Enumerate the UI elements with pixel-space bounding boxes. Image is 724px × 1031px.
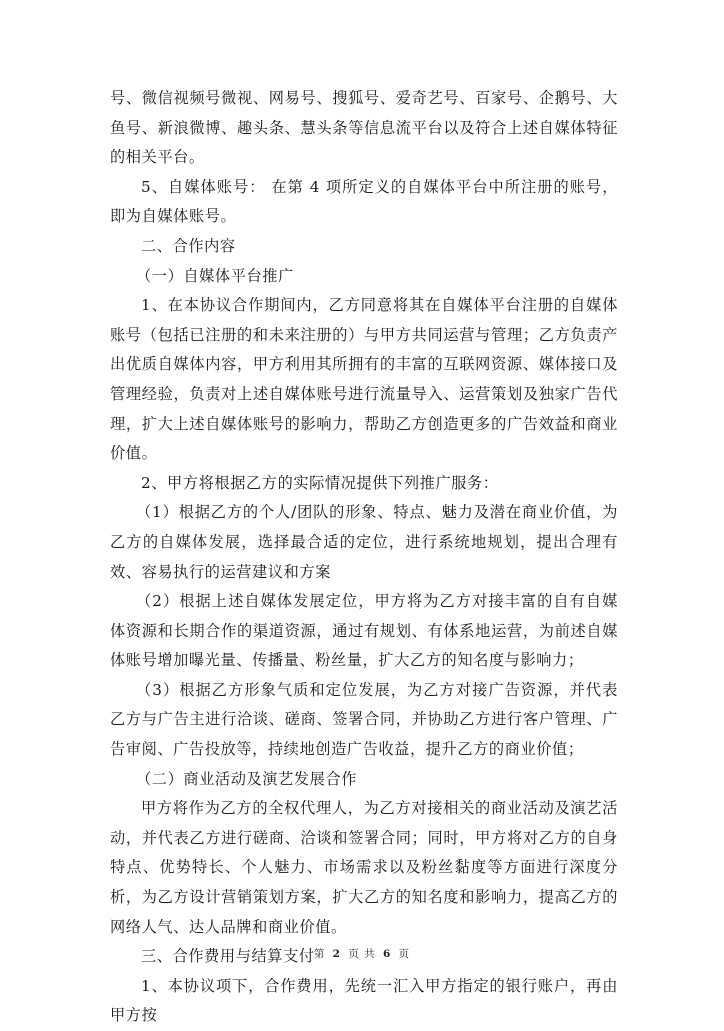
page-footer bbox=[0, 946, 724, 961]
paragraph: 三、合作费用与结算支付 bbox=[141, 947, 315, 966]
footer-prefix: 第 bbox=[313, 948, 326, 960]
paragraph: （3）根据乙方形象气质和定位发展，为乙方对接广告资源，并代表乙方与广告主进行洽谈、磋商、签署合同，并协助乙方进行客户管理、广告审阅、广告投放等，持续地创造广告收益，提升乙方的商业价值； bbox=[110, 680, 618, 759]
paragraph: 5、自媒体账号： 在第 4 项所定义的自媒体平台中所注册的账号，即为自媒体账号。 bbox=[110, 177, 618, 226]
footer-suffix: 页 bbox=[398, 948, 411, 960]
paragraph: 2、甲方将根据乙方的实际情况提供下列推广服务： bbox=[141, 473, 499, 492]
footer-middle: 页 共 bbox=[348, 948, 376, 960]
paragraph: （2）根据上述自媒体发展定位，甲方将为乙方对接丰富的自有自媒体资源和长期合作的渠道资源，通过有规划、有体系地运营，为前述自媒体账号增加曝光量、传播量、粉丝量，扩大乙方的知名度与影响力； bbox=[110, 592, 618, 670]
footer-total-pages: 6 bbox=[383, 948, 392, 960]
paragraph: （1）根据乙方的个人/团队的形象、特点、魅力及潜在商业价值，为乙方的自媒体发展，选择最合适的定位，进行系统地规划，提出合理有效、容易执行的运营建议和方案 bbox=[110, 503, 618, 581]
paragraph: （一）自媒体平台推广 bbox=[136, 266, 294, 285]
paragraph: （二）商业活动及演艺发展合作 bbox=[136, 769, 358, 788]
paragraph: 甲方将作为乙方的全权代理人，为乙方对接相关的商业活动及演艺活动，并代表乙方进行磋商、洽谈和签署合同；同时，甲方将对乙方的自身特点、优势特长、个人魅力、市场需求以及粉丝黏度等方面进行深度分析，为乙方设计营销策划方案，扩大乙方的知名度和影响力，提高乙方的网络人气、达人品牌和商业价值。 bbox=[110, 799, 618, 936]
paragraph: 号、微信视频号微视、网易号、搜狐号、爱奇艺号、百家号、企鹅号、大鱼号、新浪微博、趣头条、慧头条等信息流平台以及符合上述自媒体特征的相关平台。 bbox=[110, 89, 618, 167]
document-body bbox=[110, 84, 618, 1031]
paragraph: 1、在本协议合作期间内，乙方同意将其在自媒体平台注册的自媒体账号（包括已注册的和未来注册的）与甲方共同运营与管理；乙方负责产出优质自媒体内容，甲方利用其所拥有的丰富的互联网资源、媒体接口及管理经验，负责对上述自媒体账号进行流量导入、运营策划及独家广告代理，扩大上述自媒体账号的影响力，帮助乙方创造更多的广告效益和商业价值。 bbox=[110, 296, 618, 463]
footer-page-number: 2 bbox=[332, 948, 341, 960]
paragraph: 二、合作内容 bbox=[141, 236, 236, 255]
paragraph: 1、本协议项下，合作费用，先统一汇入甲方指定的银行账户，再由甲方按 bbox=[110, 976, 618, 1025]
